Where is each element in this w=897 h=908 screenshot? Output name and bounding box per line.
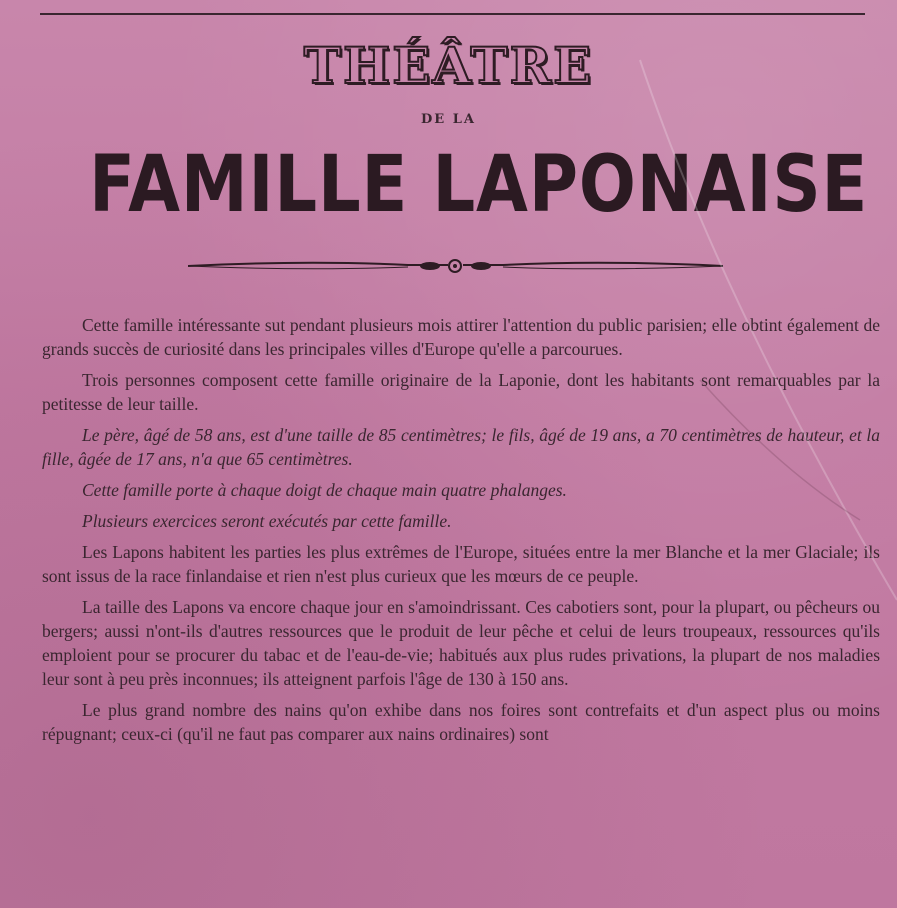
paragraph-lapons-habitat: Les Lapons habitent les parties les plus extrêmes de l'Europe, situées entre la mer Blanche et la mer Glaciale; ils sont issus de la race finlandaise et rien n'est plus curieux que les mœurs de ce peuple. — [42, 542, 880, 586]
paragraph-dwarfs: Le plus grand nombre des nains qu'on exhibe dans nos foires sont contrefaits et d'un aspect plus ou moins répugnant; ceux-ci (qu'il ne faut pas comparer aux nains ordinaires) sont — [42, 700, 880, 744]
paragraph-exercises: Plusieurs exercices seront exécutés par cette famille. — [82, 511, 452, 531]
paragraph-phalanges: Cette famille porte à chaque doigt de chaque main quatre phalanges. — [82, 480, 567, 500]
poster-main-title: FAMILLE LAPONAISE — [89, 140, 869, 230]
poster-body-text — [42, 313, 880, 753]
paragraph-lapons-life: La taille des Lapons va encore chaque jour en s'amoindrissant. Ces cabotiers sont, pour la plupart, ou pêcheurs ou bergers; aussi n'ont-ils d'autres ressources que le produit de leur pêche et celui de leurs troupeaux, ressources qu'ils emploient pour se procurer du tabac et de l'eau-de-vie; habitués aux plus rudes privations, la plupart de nos maladies leur sont à peu près inconnues; ils atteignent parfois l'âge de 130 à 150 ans. — [42, 597, 880, 689]
poster-title-theatre: THÉÂTRE — [303, 36, 594, 95]
paragraph-composition: Trois personnes composent cette famille originaire de la Laponie, dont les habitants sont remarquables par la petitesse de leur taille. — [42, 370, 880, 414]
paragraph-intro: Cette famille intéressante sut pendant plusieurs mois attirer l'attention du public parisien; elle obtint également de grands succès de curiosité dans les principales villes d'Europe qu'elle a parcourues. — [42, 315, 880, 359]
poster-title-de-la: DE LA — [421, 112, 476, 127]
ornament-divider — [188, 258, 723, 274]
paragraph-sizes: Le père, âgé de 58 ans, est d'une taille de 85 centimètres; le fils, âgé de 19 ans, a 70 centimètres de hauteur, et la fille, âgée de 17 ans, n'a que 65 centimètres. — [42, 425, 880, 469]
top-border-rule — [40, 13, 865, 15]
